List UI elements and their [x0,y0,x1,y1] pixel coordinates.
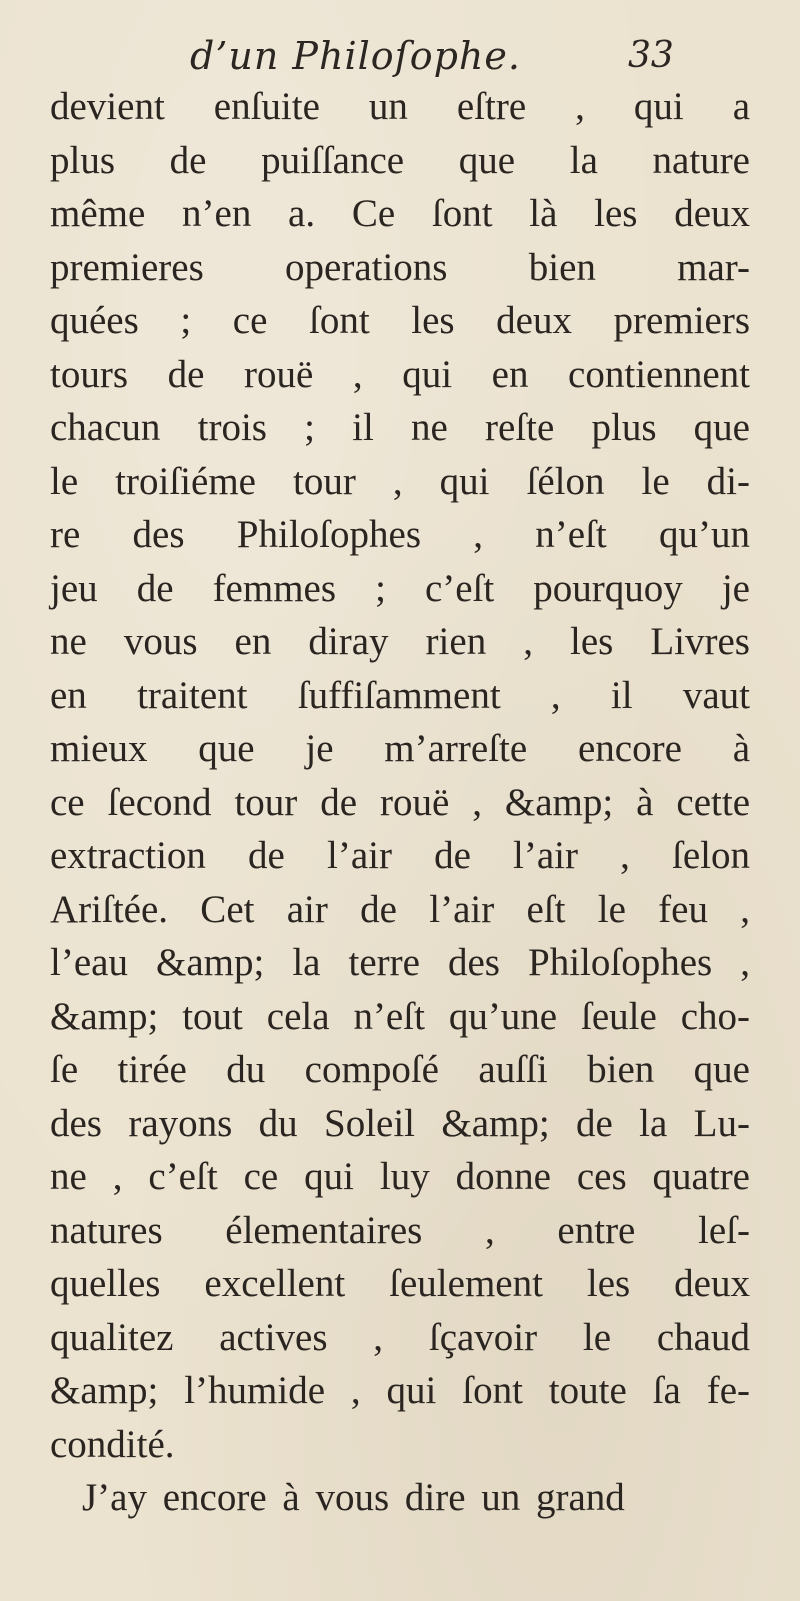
text-line-8: le troiſiéme tour , qui ſélon le di- [50,459,750,503]
text-line-10: jeu de femmes ; c’eſt pourquoy je [50,566,750,610]
text-line-3: même n’en a. Ce ſont là les deux [50,192,750,235]
text-line-21: ne , c’eſt ce qui luy donne ces quatre [50,1155,750,1198]
text-line-25: &amp; l’humide , qui ſont toute ſa fe- [50,1369,750,1412]
running-title: d’un Philoſophe. [190,34,521,78]
text-line-12: en traitent ſuffiſamment , il vaut [50,673,750,717]
text-line-11: ne vous en diray rien , les Livres [50,620,750,663]
text-line-7: chacun trois ; il ne reſte plus que [50,406,750,449]
body-text [50,80,750,1525]
text-line-16: Ariſtée. Cet air de l’air eſt le feu , [50,887,750,931]
text-line-23: quelles excellent ſeulement les deux [50,1262,750,1305]
text-line-20: des rayons du Soleil &amp; de la Lu- [50,1101,750,1145]
text-line-17: l’eau &amp; la terre des Philoſophes , [50,941,750,984]
text-line-2: plus de puiſſance que la nature [50,138,750,182]
running-head [0,28,800,84]
text-line-13: mieux que je m’arreſte encore à [50,727,750,770]
text-line-24: qualitez actives , ſçavoir le chaud [50,1315,750,1359]
text-line-27: J’ay encore à vous dire un grand [82,1476,625,1519]
text-line-9: re des Philoſophes , n’eſt qu’un [50,513,750,556]
text-line-18: &amp; tout cela n’eſt qu’une ſeule cho- [50,994,750,1038]
text-line-1: devient enſuite un eſtre , qui a [50,85,750,128]
text-line-22: natures élementaires , entre leſ- [50,1208,750,1252]
text-line-4: premieres operations bien mar- [50,245,750,289]
text-line-14: ce ſecond tour de rouë , &amp; à cette [50,780,750,824]
page-number: 33 [628,35,674,76]
text-line-26: condité. [50,1422,175,1466]
text-line-19: ſe tirée du compoſé auſſi bien que [50,1048,750,1091]
text-line-15: extraction de l’air de l’air , ſelon [50,834,750,877]
text-line-5: quées ; ce ſont les deux premiers [50,299,750,342]
text-line-6: tours de rouë , qui en contiennent [50,352,750,396]
